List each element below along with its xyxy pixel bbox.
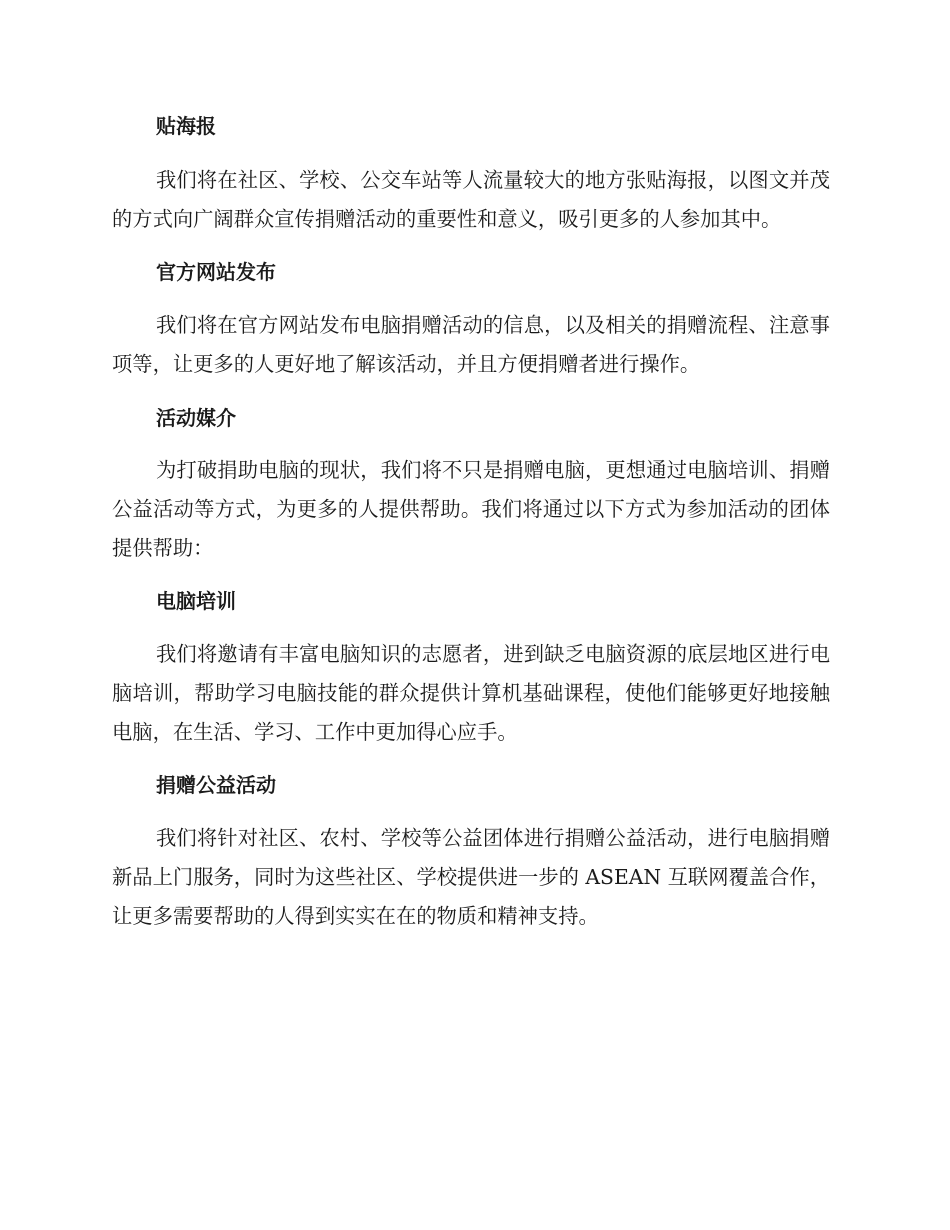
section-body-activity-media: 为打破捐助电脑的现状，我们将不只是捐赠电脑，更想通过电脑培训、捐赠公益活动等方式，为更多的人提供帮助。我们将通过以下方式为参加活动的团体提供帮助： xyxy=(112,458,830,560)
section-body-charity-donation: 我们将针对社区、农村、学校等公益团体进行捐赠公益活动，进行电脑捐赠新品上门服务，同时为这些社区、学校提供进一步的 ASEAN 互联网覆盖合作，让更多需要帮助的人得到实实在在的物质和精神支持。 xyxy=(112,826,830,928)
section-heading-computer-training: 电脑培训 xyxy=(156,589,236,613)
section-heading-charity-donation: 捐赠公益活动 xyxy=(156,773,276,797)
section-body-official-website: 我们将在官方网站发布电脑捐赠活动的信息，以及相关的捐赠流程、注意事项等，让更多的人更好地了解该活动，并且方便捐赠者进行操作。 xyxy=(112,313,830,376)
section-heading-activity-media: 活动媒介 xyxy=(156,406,236,430)
section-heading-posters: 贴海报 xyxy=(156,114,216,138)
document-page xyxy=(112,104,830,936)
section-body-posters: 我们将在社区、学校、公交车站等人流量较大的地方张贴海报，以图文并茂的方式向广阔群众宣传捐赠活动的重要性和意义，吸引更多的人参加其中。 xyxy=(112,168,830,231)
section-heading-official-website: 官方网站发布 xyxy=(156,260,276,284)
section-body-computer-training: 我们将邀请有丰富电脑知识的志愿者，进到缺乏电脑资源的底层地区进行电脑培训，帮助学习电脑技能的群众提供计算机基础课程，使他们能够更好地接触电脑，在生活、学习、工作中更加得心应手。 xyxy=(112,642,830,744)
